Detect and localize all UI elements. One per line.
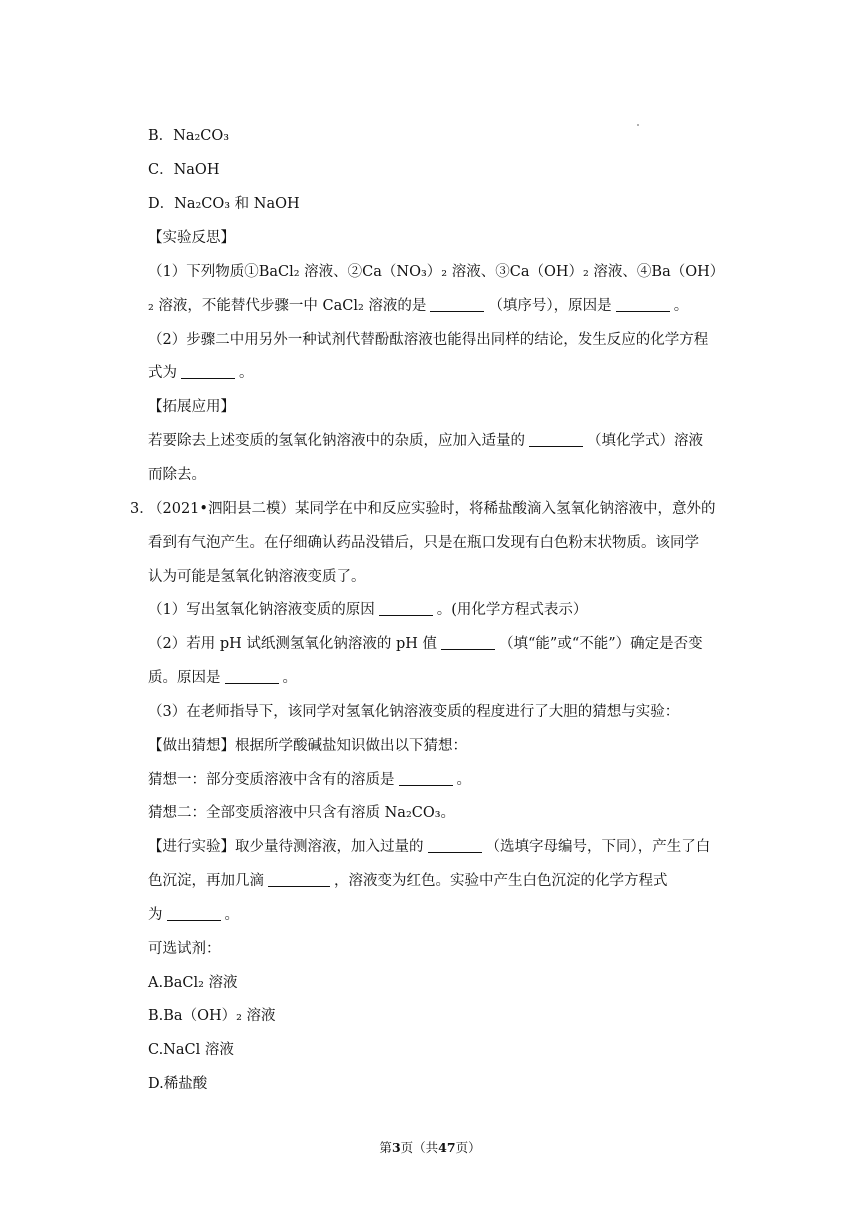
q3-part2-text-b: （填“能”或“不能”）确定是否变	[499, 636, 703, 652]
guess-one	[148, 770, 732, 790]
footer-suffix: 页）	[455, 1140, 481, 1155]
q3-part2-text-d: 。	[282, 670, 297, 686]
q3-line2: 看到有气泡产生。在仔细确认药品没错后，只是在瓶口发现有白色粉末状物质。该同学	[148, 535, 699, 551]
question-number: 3．	[130, 501, 154, 517]
footer-prefix: 第	[379, 1140, 392, 1155]
q3-part1	[148, 600, 732, 620]
reflection-q1-text-b: （填序号），原因是	[488, 298, 612, 314]
extension-line2: 而除去。	[148, 467, 206, 483]
answer-blank[interactable]	[428, 838, 482, 853]
experiment-line3	[148, 905, 732, 925]
experiment-text-e: 为	[148, 907, 163, 923]
q3-part3: （3）在老师指导下，该同学对氢氧化钠溶液变质的程度进行了大胆的猜想与实验：	[148, 704, 680, 720]
guess-one-text-a: 猜想一：部分变质溶液中含有的溶质是	[148, 772, 395, 788]
q3-part2-text-a: （2）若用 pH 试纸测氢氧化钠溶液的 pH 值	[148, 636, 438, 652]
extension-text-b: （填化学式）溶液	[587, 433, 703, 449]
answer-blank[interactable]	[529, 432, 583, 447]
reflection-q1-line2	[148, 296, 732, 316]
reflection-q2-line2	[148, 363, 732, 383]
reflection-q1-line1: （1）下列物质①BaCl₂ 溶液、②Ca（NO₃）₂ 溶液、③Ca（OH）₂ 溶液、④Ba（OH）	[148, 264, 725, 280]
extension-heading: 【拓展应用】	[148, 399, 235, 415]
answer-blank[interactable]	[616, 297, 670, 312]
experiment-text-c: 色沉淀，再加几滴	[148, 873, 264, 889]
experiment-line1	[148, 837, 732, 857]
reagent-c: C.NaCl 溶液	[148, 1042, 234, 1058]
answer-blank[interactable]	[399, 771, 453, 786]
q3-part1-text-a: （1）写出氢氧化钠溶液变质的原因	[148, 602, 375, 618]
q3-part2-line2	[148, 668, 732, 688]
experiment-text-a: 【进行实验】取少量待测溶液，加入过量的	[148, 839, 424, 855]
guess-two: 猜想二：全部变质溶液中只含有溶质 Na₂CO₃。	[148, 805, 456, 821]
extension-text-a: 若要除去上述变质的氢氧化钠溶液中的杂质，应加入适量的	[148, 433, 525, 449]
q3-part2-text-c: 质。原因是	[148, 670, 221, 686]
guess-one-text-b: 。	[456, 772, 471, 788]
experiment-text-f: 。	[224, 907, 239, 923]
experiment-text-d: ，溶液变为红色。实验中产生白色沉淀的化学方程式	[334, 873, 668, 889]
reagents-heading: 可选试剂：	[148, 941, 221, 957]
reflection-q2-text-b: 。	[239, 365, 254, 381]
q3-part1-text-b: 。(用化学方程式表示）	[436, 602, 588, 618]
page-footer	[0, 1138, 860, 1156]
answer-blank[interactable]	[430, 297, 484, 312]
reagent-b: B.Ba（OH）₂ 溶液	[148, 1008, 276, 1024]
answer-blank[interactable]	[379, 601, 433, 616]
answer-blank[interactable]	[181, 364, 235, 379]
reagent-d: D.稀盐酸	[148, 1076, 208, 1092]
answer-blank[interactable]	[441, 635, 495, 650]
option-c: C．NaOH	[148, 162, 220, 178]
reflection-heading: 【实验反思】	[148, 230, 235, 246]
footer-middle: 页（共	[400, 1140, 439, 1155]
reflection-q1-text-c: 。	[673, 298, 689, 314]
reflection-q1-text-a: ₂ 溶液，不能替代步骤一中 CaCl₂ 溶液的是	[148, 298, 427, 314]
q3-line3: 认为可能是氢氧化钠溶液变质了。	[148, 569, 366, 585]
q3-line1: （2021•泗阳县二模）某同学在中和反应实验时，将稀盐酸滴入氢氧化钠溶液中，意外的	[148, 501, 716, 517]
answer-blank[interactable]	[225, 669, 279, 684]
guess-heading: 【做出猜想】根据所学酸碱盐知识做出以下猜想：	[148, 738, 467, 754]
reflection-q2-text-a: 式为	[148, 365, 177, 381]
q3-part2-line1	[148, 634, 732, 654]
option-d: D．Na₂CO₃ 和 NaOH	[148, 196, 300, 212]
option-b: B．Na₂CO₃	[148, 128, 230, 144]
reflection-q2-line1: （2）步骤二中用另外一种试剂代替酚酞溶液也能得出同样的结论，发生反应的化学方程	[148, 332, 709, 348]
extension-line1	[148, 431, 732, 451]
answer-blank[interactable]	[268, 872, 330, 887]
answer-blank[interactable]	[167, 906, 221, 921]
reagent-a: A.BaCl₂ 溶液	[148, 975, 238, 991]
experiment-line2	[148, 871, 732, 891]
footer-page-number: 3	[391, 1140, 401, 1155]
footer-total-pages: 47	[438, 1140, 456, 1155]
experiment-text-b: （选填字母编号，下同），产生了白	[485, 839, 711, 855]
